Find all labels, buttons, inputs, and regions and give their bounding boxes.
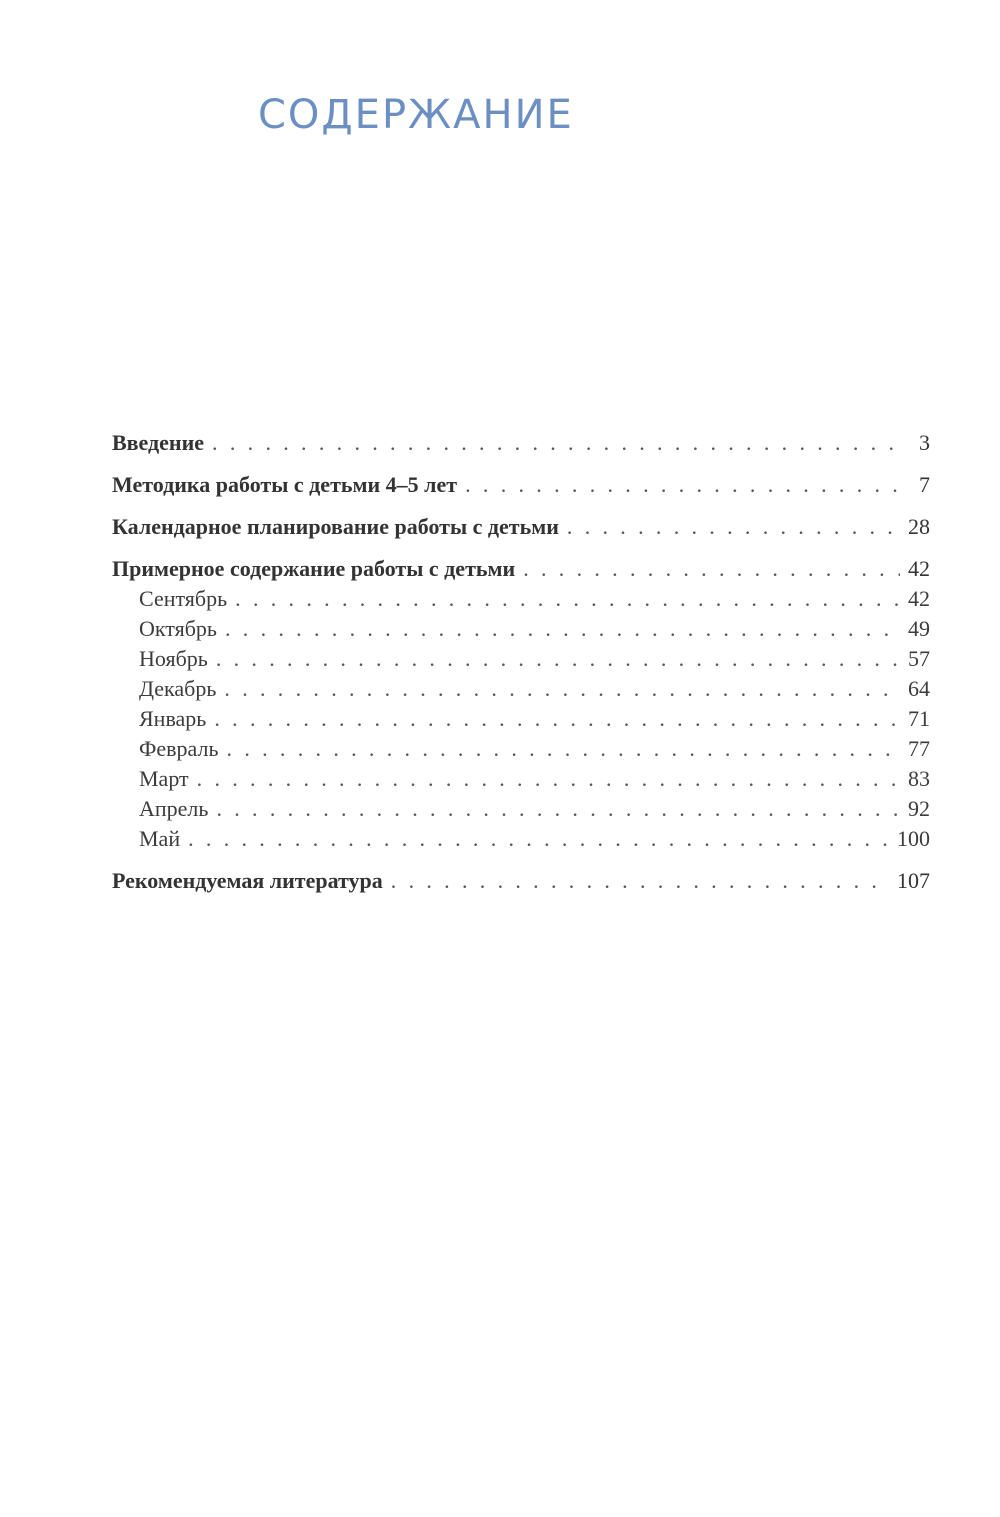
- toc-entry-introduction[interactable]: [112, 428, 930, 458]
- toc-entry-october[interactable]: [112, 614, 930, 644]
- toc-entry-label: Декабрь: [139, 676, 217, 701]
- toc-entry-label: Февраль: [139, 736, 219, 761]
- page-title: СОДЕРЖАНИЕ: [258, 92, 574, 138]
- dot-leader: [465, 470, 902, 500]
- toc-entry-page: 71: [908, 706, 930, 731]
- toc-entry-label: Ноябрь: [139, 646, 208, 671]
- toc-entry-page: 42: [908, 586, 930, 611]
- toc-entry-page: 77: [908, 736, 930, 761]
- dot-leader: [227, 734, 900, 764]
- toc-entry-september[interactable]: [112, 584, 930, 614]
- toc-entry-label: Май: [139, 826, 181, 851]
- toc-entry-calendar-planning[interactable]: [112, 512, 930, 542]
- toc-entry-label: Сентябрь: [139, 586, 228, 611]
- toc-entry-december[interactable]: [112, 674, 930, 704]
- toc-entry-page: 64: [908, 676, 930, 701]
- dot-leader: [224, 674, 900, 704]
- table-of-contents: [112, 428, 930, 896]
- toc-entry-page: 7: [919, 472, 930, 497]
- toc-entry-january[interactable]: [112, 704, 930, 734]
- toc-entry-label: Март: [139, 766, 189, 791]
- toc-entry-page: 83: [908, 766, 930, 791]
- toc-entry-page: 28: [908, 514, 930, 539]
- toc-entry-label: Примерное содержание работы с детьми: [112, 556, 516, 581]
- toc-entry-page: 42: [908, 556, 930, 581]
- toc-entry-page: 49: [908, 616, 930, 641]
- dot-leader: [216, 794, 900, 824]
- toc-entry-may[interactable]: [112, 824, 930, 854]
- toc-entry-page: 57: [908, 646, 930, 671]
- dot-leader: [212, 428, 902, 458]
- dot-leader: [391, 866, 889, 896]
- dot-leader: [523, 554, 900, 584]
- dot-leader: [214, 704, 900, 734]
- toc-entry-methodology[interactable]: [112, 470, 930, 500]
- toc-entry-label: Октябрь: [139, 616, 217, 641]
- toc-entry-page: 92: [908, 796, 930, 821]
- toc-entry-label: Апрель: [139, 796, 209, 821]
- toc-entry-page: 107: [897, 868, 930, 893]
- toc-entry-sample-content[interactable]: [112, 554, 930, 584]
- toc-entry-march[interactable]: [112, 764, 930, 794]
- toc-entry-label: Методика работы с детьми 4–5 лет: [112, 472, 458, 497]
- dot-leader: [188, 824, 889, 854]
- dot-leader: [567, 512, 900, 542]
- toc-entry-label: Введение: [112, 430, 205, 455]
- toc-entry-april[interactable]: [112, 794, 930, 824]
- toc-entry-november[interactable]: [112, 644, 930, 674]
- toc-entry-label: Календарное планирование работы с детьми: [112, 514, 559, 539]
- toc-entry-label: Рекомендуемая литература: [112, 868, 383, 893]
- toc-entry-page: 100: [897, 826, 930, 851]
- dot-leader: [225, 614, 900, 644]
- toc-entry-page: 3: [919, 430, 930, 455]
- toc-entry-label: Январь: [139, 706, 207, 731]
- dot-leader: [216, 644, 900, 674]
- dot-leader: [197, 764, 900, 794]
- toc-entry-february[interactable]: [112, 734, 930, 764]
- toc-entry-recommended-literature[interactable]: [112, 866, 930, 896]
- dot-leader: [235, 584, 900, 614]
